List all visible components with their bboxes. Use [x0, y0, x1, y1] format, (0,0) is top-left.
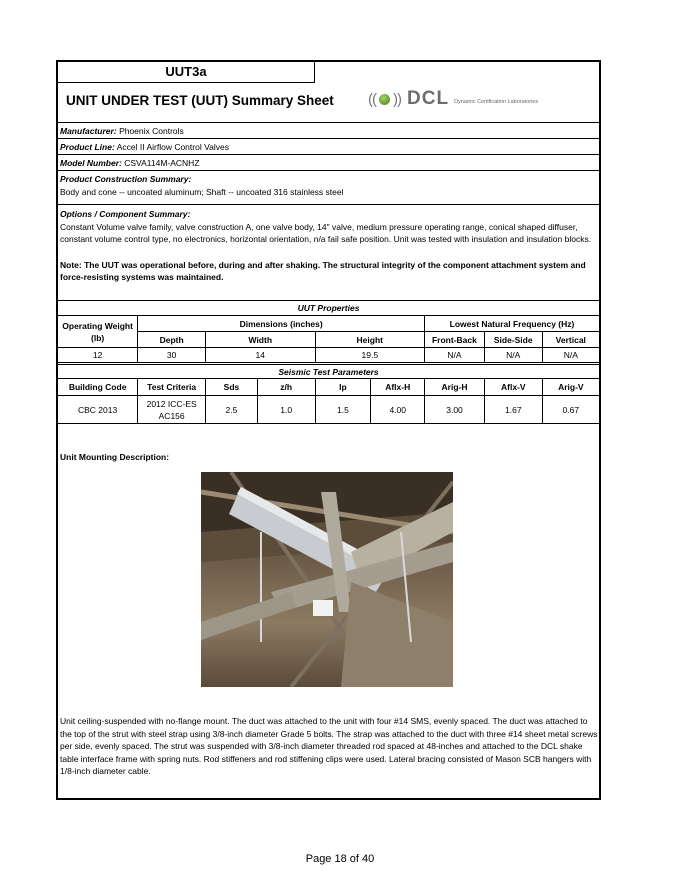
seismic-header-cell: Sds [206, 379, 258, 396]
width-value: 14 [206, 348, 316, 363]
seismic-header-cell: z/h [257, 379, 315, 396]
seismic-header-cell: Building Code [58, 379, 138, 396]
seismic-table [58, 364, 599, 424]
vertical-header: Vertical [542, 332, 599, 348]
seismic-value-cell: 0.67 [542, 396, 599, 424]
seismic-value-cell: 1.0 [257, 396, 315, 424]
manufacturer-row [58, 122, 599, 138]
options-row [58, 204, 599, 300]
note-text: Note: The UUT was operational before, during and after shaking. The structural integrity of the component attachment system and force-resisting systems was maintained. [60, 259, 586, 282]
mounting-label: Unit Mounting Description: [60, 452, 170, 462]
seismic-header-cell: Aflx-V [484, 379, 542, 396]
front-back-value: N/A [425, 348, 485, 363]
seismic-title: Seismic Test Parameters [58, 365, 599, 379]
options-label: Options / Component Summary: [60, 209, 191, 219]
dcl-logo [368, 86, 538, 112]
seismic-value-cell: CBC 2013 [58, 396, 138, 424]
seismic-value-cell: 2.5 [206, 396, 258, 424]
seismic-header-cell: Aflx-H [371, 379, 425, 396]
model-number-value: CSVA114M-ACNHZ [124, 158, 200, 168]
properties-title: UUT Properties [58, 301, 599, 316]
uut-id: UUT3a [58, 62, 315, 83]
operating-weight-value: 12 [58, 348, 138, 363]
product-line-label: Product Line: [60, 142, 115, 152]
mounting-photo-illustration [201, 472, 453, 687]
logo-wave-right-icon: )) [393, 90, 401, 108]
product-line-value: Accel II Airflow Control Valves [116, 142, 229, 152]
construction-label: Product Construction Summary: [60, 174, 192, 184]
seismic-header-cell: Arig-V [542, 379, 599, 396]
logo-wave-left-icon: (( [368, 90, 376, 108]
options-value: Constant Volume valve family, valve construction A, one valve body, 14" valve, medium pressure operating range, conical shaped diffuser, constant volume control type, no electronics, horizontal orientation, n/a fail safe position. Unit was tested with insulation and insulation blocks. [60, 221, 592, 244]
frequency-header: Lowest Natural Frequency (Hz) [425, 316, 599, 332]
properties-table [58, 300, 599, 363]
page-number: Page 18 of 40 [305, 853, 375, 865]
manufacturer-label: Manufacturer: [60, 126, 117, 136]
model-number-row [58, 154, 599, 170]
seismic-header-cell: Test Criteria [138, 379, 206, 396]
mounting-description: Unit ceiling-suspended with no-flange mount. The duct was attached to the unit with four #14 SMS, evenly spaced. The duct was attached to the top of the strut with steel strap using 3/8-inch diameter Grade 5 bolts. The strap was attached to the duct with three #14 sheet metal screws per side, evenly spaced. The strut was suspended with 3/8-inch diameter threaded rod spaced at 48-inches and attached to the DCL shake table interface frame with spring nuts. Rod stiffeners and rod stiffening clips were used. Lateral bracing consisted of Mason SCB hangers with 1/8-inch diameter cable. [60, 716, 598, 776]
construction-row [58, 170, 599, 204]
depth-value: 30 [138, 348, 206, 363]
dimensions-header: Dimensions (inches) [138, 316, 425, 332]
logo-globe-icon [379, 94, 390, 105]
seismic-value-cell: 1.5 [315, 396, 371, 424]
seismic-value-cell: 3.00 [425, 396, 485, 424]
mounting-photo [201, 472, 453, 687]
height-value: 19.5 [315, 348, 425, 363]
summary-sheet [56, 60, 601, 800]
seismic-header-cell: Ip [315, 379, 371, 396]
side-side-header: Side-Side [484, 332, 542, 348]
seismic-header-cell: Arig-H [425, 379, 485, 396]
operating-weight-header: Operating Weight (lb) [58, 316, 138, 348]
width-header: Width [206, 332, 316, 348]
front-back-header: Front-Back [425, 332, 485, 348]
logo-subtitle: Dynamic Certification Laboratories [454, 99, 539, 105]
side-side-value: N/A [484, 348, 542, 363]
seismic-value-cell: 1.67 [484, 396, 542, 424]
construction-value: Body and cone -- uncoated aluminum; Shaft -- uncoated 316 stainless steel [60, 186, 344, 197]
height-header: Height [315, 332, 425, 348]
seismic-value-cell: 4.00 [371, 396, 425, 424]
depth-header: Depth [138, 332, 206, 348]
manufacturer-value: Phoenix Controls [119, 126, 184, 136]
logo-text: DCL [407, 88, 450, 109]
model-number-label: Model Number: [60, 158, 122, 168]
seismic-value-cell: 2012 ICC-ES AC156 [138, 396, 206, 424]
product-line-row [58, 138, 599, 154]
vertical-value: N/A [542, 348, 599, 363]
sheet-title: UNIT UNDER TEST (UUT) Summary Sheet [66, 93, 334, 108]
